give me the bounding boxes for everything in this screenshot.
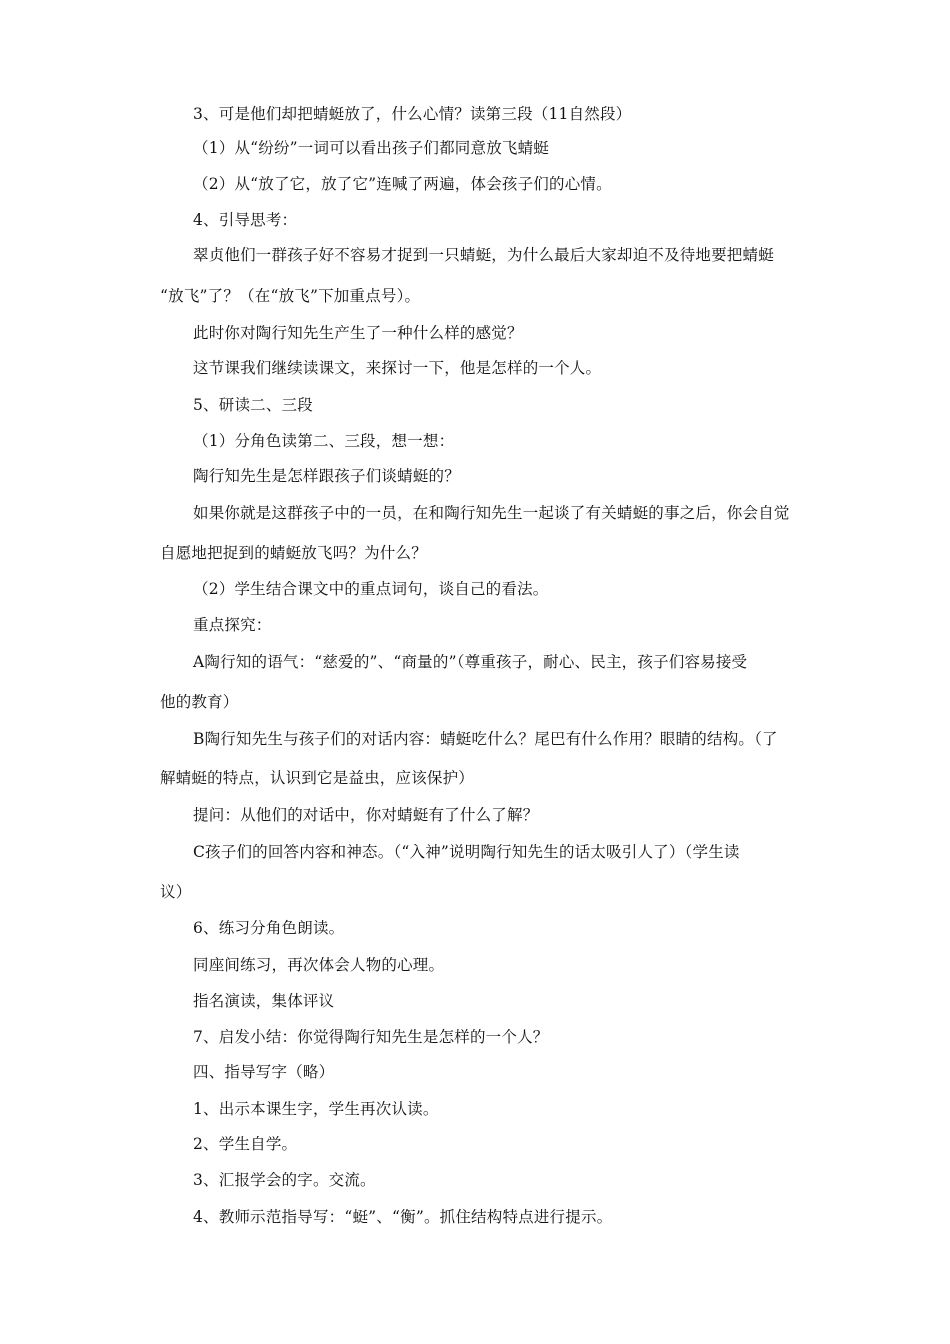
text-line: 6、练习分角色朗读。 xyxy=(193,919,345,937)
text-line: 陶行知先生是怎样跟孩子们谈蜻蜓的？ xyxy=(193,467,460,485)
text-line: 指名演读，集体评议 xyxy=(193,992,335,1010)
text-line: 此时你对陶行知先生产生了一种什么样的感觉？ xyxy=(193,324,523,342)
text-line: C孩子们的回答内容和神态。（“入神”说明陶行知先生的话太吸引人了）（学生读 xyxy=(193,843,740,861)
text-line: 3、可是他们却把蜻蜓放了，什么心情？读第三段（11自然段） xyxy=(193,105,632,123)
text-line: 议） xyxy=(160,883,192,901)
text-line: 4、教师示范指导写：“蜓”、“衡”。抓住结构特点进行提示。 xyxy=(193,1208,613,1226)
text-line: 同座间练习，再次体会人物的心理。 xyxy=(193,956,445,974)
text-line: 提问：从他们的对话中，你对蜻蜓有了什么了解？ xyxy=(193,806,539,824)
text-line: （1）分角色读第二、三段，想一想： xyxy=(193,432,455,450)
text-line: “放飞”了？（在“放飞”下加重点号）。 xyxy=(160,287,421,305)
text-line: 7、启发小结：你觉得陶行知先生是怎样的一个人？ xyxy=(193,1028,549,1046)
text-line: 四、指导写字（略） xyxy=(193,1063,335,1081)
text-line: 5、研读二、三段 xyxy=(193,396,313,414)
text-line: 4、引导思考： xyxy=(193,211,298,229)
text-line: 2、学生自学。 xyxy=(193,1135,298,1153)
text-line: 这节课我们继续读课文，来探讨一下，他是怎样的一个人。 xyxy=(193,359,602,377)
text-line: A陶行知的语气：“慈爱的”、“商量的”（尊重孩子，耐心、民主，孩子们容易接受 xyxy=(193,653,748,671)
text-line: 他的教育） xyxy=(160,693,239,711)
text-line: （2）学生结合课文中的重点词句，谈自己的看法。 xyxy=(193,580,549,598)
text-line: （2）从“放了它，放了它”连喊了两遍，体会孩子们的心情。 xyxy=(193,175,612,193)
text-line: 自愿地把捉到的蜻蜓放飞吗？为什么？ xyxy=(160,544,427,562)
text-line: 1、出示本课生字，学生再次认读。 xyxy=(193,1100,439,1118)
text-line: 翠贞他们一群孩子好不容易才捉到一只蜻蜓，为什么最后大家却迫不及待地要把蜻蜓 xyxy=(193,246,774,264)
text-line: （1）从“纷纷”一词可以看出孩子们都同意放飞蜻蜓 xyxy=(193,139,550,157)
text-line: 重点探究： xyxy=(193,616,272,634)
text-line: 解蜻蜓的特点，认识到它是益虫，应该保护） xyxy=(160,769,475,787)
text-line: B陶行知先生与孩子们的对话内容：蜻蜓吃什么？尾巴有什么作用？眼睛的结构。（了 xyxy=(193,730,778,748)
text-line: 3、汇报学会的字。交流。 xyxy=(193,1171,376,1189)
text-line: 如果你就是这群孩子中的一员，在和陶行知先生一起谈了有关蜻蜓的事之后，你会自觉 xyxy=(193,504,790,522)
